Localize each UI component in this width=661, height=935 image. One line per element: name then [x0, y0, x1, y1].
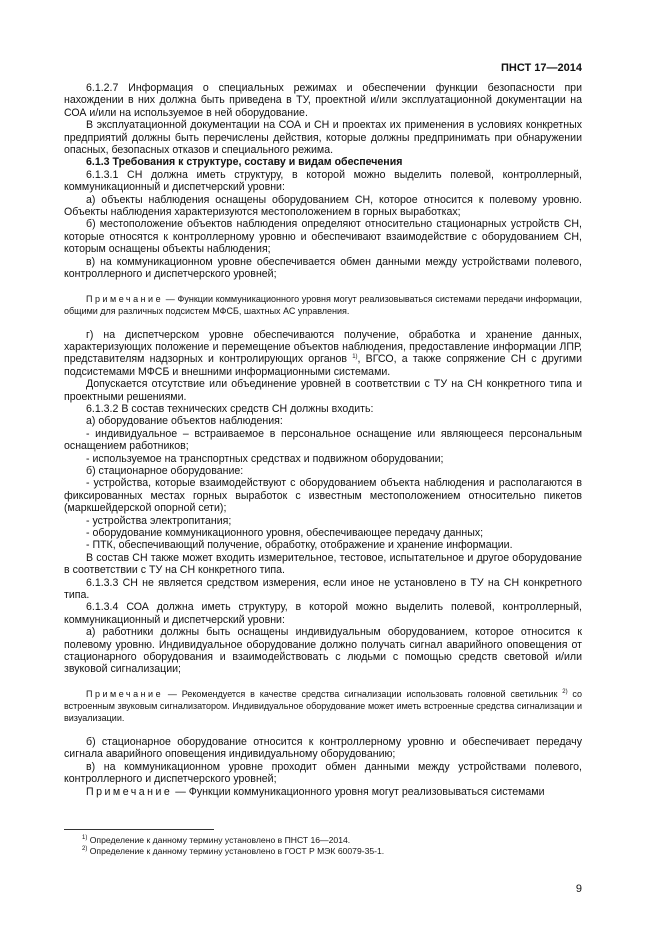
paragraph: - устройства, которые взаимодействуют с оборудованием объекта наблюдения и располагаются в фиксированных местах горных выработок с известным местоположением относительно пикетов (маркшейдерской опорной сети); [64, 477, 582, 515]
paragraph: в) на коммуникационном уровне проходит обмен данными между устройствами полевого, контроллерного и диспетчерского уровней; [64, 760, 582, 786]
footnotes [82, 835, 384, 857]
paragraph: - индивидуальное – встраиваемое в персональное оснащение или являющееся персональным оснащением работников; [64, 427, 582, 453]
footnote [82, 846, 384, 857]
footnote-mark: 2) [82, 846, 88, 852]
paragraph: 6.1.2.7 Информация о специальных режимах и обеспечении функции безопасности при нахождении в них должна быть приведена в ТУ, проектной и/или эксплуатационной документации на СОА и/или на используемое в ней оборудование. [64, 82, 582, 119]
note-label: Примечание [86, 688, 164, 699]
note-text: — Функции коммуникационного уровня могут реализовываться системами [172, 785, 545, 798]
paragraph: - ПТК, обеспечивающий получение, обработку, отображение и хранение информации. [86, 539, 513, 552]
section-heading: 6.1.3 Требования к структуре, составу и видам обеспечения [86, 156, 403, 169]
note [64, 293, 582, 317]
footnote-ref: 1) [352, 354, 358, 361]
paragraph [64, 329, 582, 379]
paragraph: В состав СН также может входить измерительное, тестовое, испытательное и другое оборудование в соответствии с ТУ на СН конкретного типа. [64, 551, 582, 577]
document-body [64, 82, 582, 798]
paragraph: а) работники должны быть оснащены индивидуальным оборудованием, которое относится к полевому уровню. Индивидуальное оборудование должно получать сигнал аварийного оповещения от стационарного оборудования и взаимодействовать с людьми с помощью средств световой и/или звуковой сигнализации; [64, 626, 582, 676]
footnote [82, 835, 384, 846]
paragraph: б) местоположение объектов наблюдения определяют относительно стационарных устройств СН, которые относятся к контроллерному уровню и обеспечивают взаимодействие с оборудованием СН, которым оснащены объекты наблюдения; [64, 218, 582, 256]
document-id: ПНСТ 17—2014 [500, 62, 582, 74]
note-label: Примечание [86, 785, 173, 798]
paragraph: б) стационарное оборудование относится к контроллерному уровню и обеспечивает передачу сигнала аварийного оповещения индивидуальному оборудованию; [64, 735, 582, 761]
paragraph: - используемое на транспортных средствах и подвижном оборудовании; [86, 452, 444, 465]
note-label: Примечание [86, 293, 164, 304]
note [64, 688, 582, 724]
paragraph: В эксплуатационной документации на СОА и СН и проектах их применения в условиях конкретных предприятий должны быть перечислены действия, которые должны предпринимать при обнаружении опасных, безопасных отказов и специального режима. [64, 119, 582, 157]
paragraph: 6.1.3.4 СОА должна иметь структуру, в которой можно выделить полевой, контроллерный, коммуникационный и диспетчерский уровни: [64, 601, 582, 626]
paragraph: а) объекты наблюдения оснащены оборудованием СН, которое относится к полевому уровню. Объекты наблюдения характеризуются местоположением в горных выработках; [64, 193, 582, 219]
note-text: со встроенным звуковым сигнализатором. Индивидуальное оборудование может иметь встроенные средства сигнализации и визуализации. [64, 688, 582, 723]
paragraph: б) стационарное оборудование: [86, 464, 244, 477]
footnote-mark: 1) [82, 835, 88, 841]
paragraph: - устройства электропитания; [86, 514, 232, 527]
paragraph: 6.1.3.3 СН не является средством измерения, если иное не установлено в ТУ на СН конкретного типа. [64, 576, 582, 602]
paragraph: а) оборудование объектов наблюдения: [86, 415, 283, 428]
footnote-text: Определение к данному термину установлено в ПНСТ 16—2014. [87, 835, 351, 845]
paragraph: 6.1.3.1 СН должна иметь структуру, в которой можно выделить полевой, контроллерный, коммуникационный и диспетчерский уровни: [64, 168, 582, 194]
page-number: 9 [575, 883, 582, 895]
footnote-divider [64, 829, 214, 830]
paragraph: - оборудование коммуникационного уровня, обеспечивающее передачу данных; [86, 527, 484, 539]
footnote-ref: 2) [562, 688, 568, 695]
paragraph-text: г) на диспетчерском уровне обеспечиваются получение, обработка и хранение данных, характеризующих положение и перемещение объектов наблюдения, предоставление информации ЛПР, представителям надзорных и контролирующих органов [64, 328, 582, 366]
footnote-text: Определение к данному термину установлено в ГОСТ Р МЭК 60079-35-1. [87, 846, 385, 856]
paragraph: Допускается отсутствие или объединение уровней в соответствии с ТУ на СН конкретного типа и проектными решениями. [64, 378, 582, 403]
note-text: — Рекомендуется в качестве средства сигнализации использовать головной светильник [163, 688, 563, 699]
paragraph-text: , ВГСО, а также сопряжение СН с другими подсистемами МФСБ и внешними информационными системами. [64, 353, 582, 378]
note-text: — Функции коммуникационного уровня могут реализовываться системами передачи информации, общими для различных подсистем МФСБ, шахтных АС управления. [64, 293, 582, 316]
note [64, 786, 582, 798]
paragraph: 6.1.3.2 В состав технических средств СН должны входить: [86, 402, 374, 415]
paragraph: в) на коммуникационном уровне обеспечивается обмен данными между устройствами полевого, контроллерного и диспетчерского уровней; [64, 255, 582, 281]
